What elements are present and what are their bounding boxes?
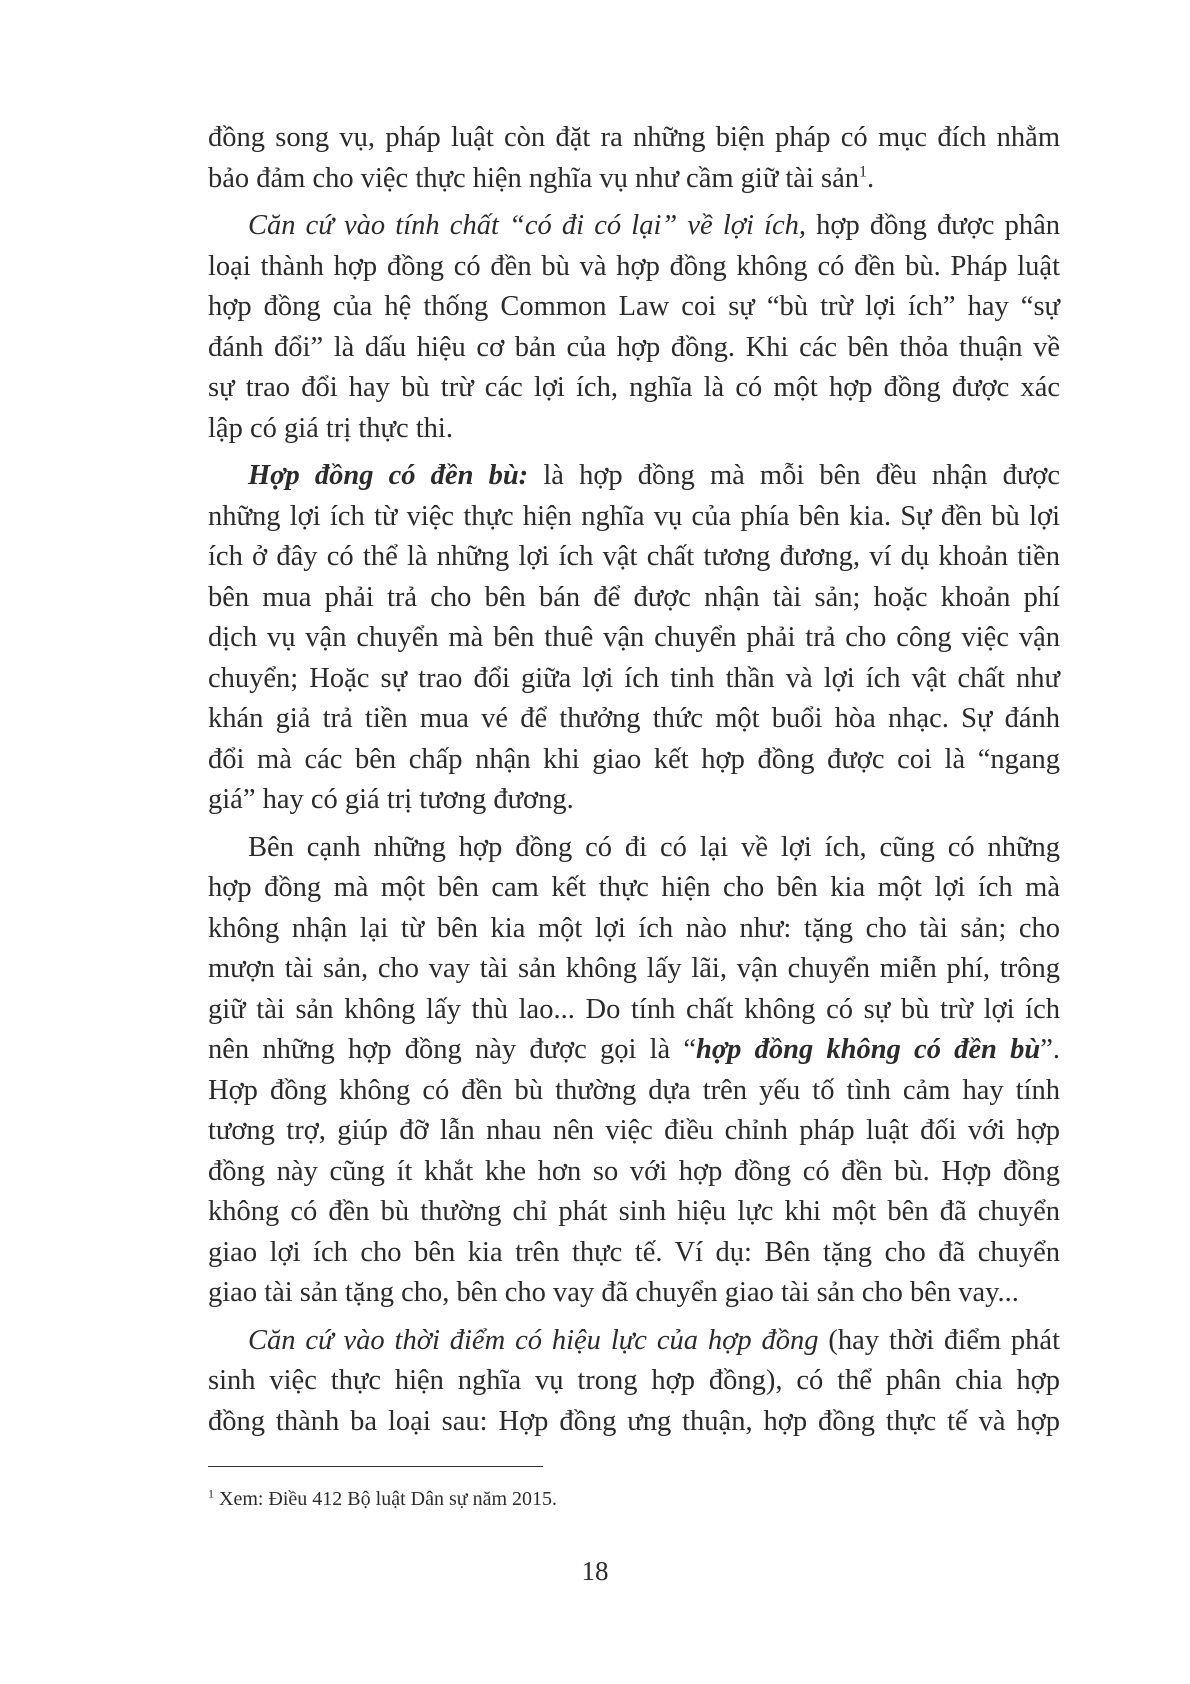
body-text <box>208 118 1060 1442</box>
line-text: dịch vụ vận chuyển mà bên thuê vận chuyển phải trả cho công việc vận <box>208 622 1060 653</box>
text-line <box>208 780 1060 821</box>
text-line <box>208 909 1060 950</box>
line-text: mượn tài sản, cho vay tài sản không lấy lãi, vận chuyển miễn phí, trông <box>208 953 1060 984</box>
text-line <box>208 206 1060 247</box>
text-line <box>208 1402 1060 1443</box>
line-text: giữ tài sản không lấy thù lao... Do tính chất không có sự bù trừ lợi ích <box>208 993 1060 1025</box>
text-line <box>208 1321 1060 1362</box>
line-text: ”. <box>1040 1034 1060 1065</box>
bold-term: Hợp đồng có đền bù: <box>248 460 529 491</box>
text-line <box>208 537 1060 578</box>
line-text: loại thành hợp đồng có đền bù và hợp đồng không có đền bù. Pháp luật <box>208 250 1060 282</box>
paragraph-p2 <box>208 206 1060 449</box>
line-text: giá” hay có giá trị tương đương. <box>208 784 574 815</box>
line-text: là hợp đồng mà mỗi bên đều nhận được <box>528 460 1060 491</box>
line-text: sự trao đổi hay bù trừ các lợi ích, nghĩa là có một hợp đồng được xác <box>208 372 1060 403</box>
text-line <box>208 1192 1060 1233</box>
line-text: đổi mà các bên chấp nhận khi giao kết hợp đồng được coi là “ngang <box>208 743 1060 775</box>
line-text: những lợi ích từ việc thực hiện nghĩa vụ của phía bên kia. Sự đền bù lợi <box>208 500 1060 532</box>
text-line <box>208 368 1060 409</box>
text-line <box>208 740 1060 781</box>
line-text: sinh việc thực hiện nghĩa vụ trong hợp đồng), có thể phân chia hợp <box>208 1365 1060 1396</box>
line-text: giao lợi ích cho bên kia trên thực tế. Ví dụ: Bên tặng cho đã chuyển <box>208 1236 1060 1268</box>
line-text: Hợp đồng không có đền bù thường dựa trên yếu tố tình cảm hay tính <box>208 1074 1060 1106</box>
text-line <box>208 118 1060 159</box>
text-line <box>208 1273 1060 1314</box>
page-number: 18 <box>581 1556 609 1586</box>
footnote <box>208 1486 557 1512</box>
line-text: không có đền bù thường chỉ phát sinh hiệu lực khi một bên đã chuyển <box>208 1196 1060 1227</box>
text-line <box>208 1152 1060 1193</box>
line-text: . <box>867 162 875 194</box>
text-line <box>208 497 1060 538</box>
footnote-text: Xem: Điều 412 Bộ luật Dân sự năm 2015. <box>219 1488 558 1510</box>
text-line <box>208 990 1060 1031</box>
italic-heading: Căn cứ vào tính chất “có đi có lại” về lợi ích, <box>248 210 806 241</box>
text-line <box>208 1111 1060 1152</box>
line-text: nên những hợp đồng này được gọi là “ <box>208 1034 696 1065</box>
line-text: tương trợ, giúp đỡ lẫn nhau nên việc điều chỉnh pháp luật đối với hợp <box>208 1115 1060 1146</box>
line-text: đồng song vụ, pháp luật còn đặt ra những biện pháp có mục đích nhằm <box>208 122 1060 153</box>
line-text: hợp đồng mà một bên cam kết thực hiện cho bên kia một lợi ích mà <box>208 872 1060 903</box>
line-text: đồng này cũng ít khắt khe hơn so với hợp đồng có đền bù. Hợp đồng <box>208 1155 1060 1187</box>
text-line <box>208 699 1060 740</box>
line-text: hợp đồng được phân <box>806 210 1061 241</box>
paragraph-p4 <box>208 828 1060 1314</box>
line-text: bảo đảm cho việc thực hiện nghĩa vụ như cầm giữ tài sản <box>208 162 859 194</box>
italic-heading: Căn cứ vào thời điểm có hiệu lực của hợp đồng <box>248 1324 819 1356</box>
text-line <box>208 159 1060 200</box>
line-text: đánh đổi” là dấu hiệu cơ bản của hợp đồng. Khi các bên thỏa thuận về <box>208 331 1060 363</box>
text-line <box>208 1030 1060 1071</box>
paragraph-p1 <box>208 118 1060 199</box>
paragraph-p3 <box>208 456 1060 821</box>
line-text: không nhận lại từ bên kia một lợi ích nào như: tặng cho tài sản; cho <box>208 912 1060 944</box>
paragraph-p5 <box>208 1321 1060 1443</box>
text-line <box>208 949 1060 990</box>
text-line <box>208 287 1060 328</box>
line-text: ích ở đây có thể là những lợi ích vật chất tương đương, ví dụ khoản tiền <box>208 541 1060 572</box>
text-line <box>208 1071 1060 1112</box>
line-text: chuyển; Hoặc sự trao đổi giữa lợi ích tinh thần và lợi ích vật chất như <box>208 662 1060 694</box>
text-line <box>208 659 1060 700</box>
line-text: Bên cạnh những hợp đồng có đi có lại về lợi ích, cũng có những <box>248 831 1060 863</box>
line-text: khán giả trả tiền mua vé để thưởng thức một buổi hòa nhạc. Sự đánh <box>208 703 1060 734</box>
text-line <box>208 618 1060 659</box>
footnote-ref: 1 <box>859 163 867 180</box>
text-line <box>208 828 1060 869</box>
text-line <box>208 456 1060 497</box>
text-line <box>208 1233 1060 1274</box>
line-text: đồng thành ba loại sau: Hợp đồng ưng thuận, hợp đồng thực tế và hợp <box>208 1405 1060 1437</box>
text-line <box>208 1361 1060 1402</box>
line-text: hợp đồng của hệ thống Common Law coi sự “bù trừ lợi ích” hay “sự <box>208 291 1060 322</box>
text-line <box>208 409 1060 450</box>
bold-term: hợp đồng không có đền bù <box>696 1034 1041 1065</box>
line-text: lập có giá trị thực thi. <box>208 412 453 444</box>
line-text: (hay thời điểm phát <box>818 1324 1060 1356</box>
line-text: giao tài sản tặng cho, bên cho vay đã chuyển giao tài sản cho bên vay... <box>208 1277 1019 1308</box>
text-line <box>208 868 1060 909</box>
line-text: bên mua phải trả cho bên bán để được nhận tài sản; hoặc khoản phí <box>208 581 1060 613</box>
footnote-mark: 1 <box>208 1486 214 1501</box>
text-line <box>208 247 1060 288</box>
footnote-separator <box>208 1466 543 1467</box>
text-line <box>208 578 1060 619</box>
text-line <box>208 328 1060 369</box>
